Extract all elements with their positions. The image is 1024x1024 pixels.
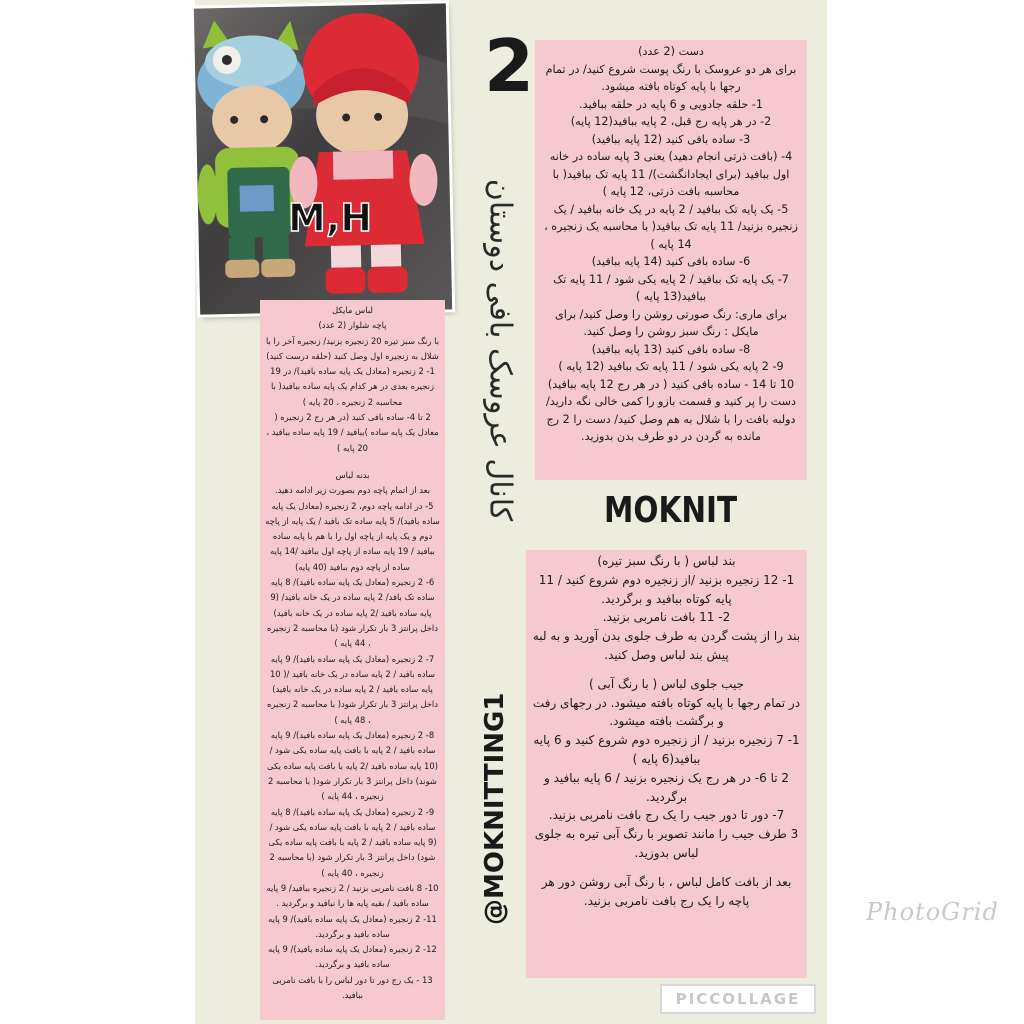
pocket-line: جیب جلوی لباس ( با رنگ آبی )	[589, 676, 744, 691]
arms-line: برای ماری: رنگ صورتی روشن را وصل کنید/ برای مایکل : رنگ سبز روشن را وصل کنید.	[554, 307, 788, 338]
photogrid-watermark: PhotoGrid	[866, 898, 999, 926]
michael-outfit-card	[260, 300, 445, 1020]
arms-line: برای هر دو عروسک با رنگ پوست شروع کنید/ در تمام رجها با پایه کوتاه بافته میشود.	[545, 62, 797, 93]
straps-line: بند را از پشت گردن به طرف جلوی بدن آورید و به لبه پیش بند لباس وصل کنید.	[532, 629, 801, 662]
arms-line: دست (2 عدد)	[638, 45, 704, 58]
arms-line: 3- ساده بافی کنید (12 پایه ببافید)	[591, 132, 751, 146]
michael-line: 11- 2 زنجیره (معادل یک پایه ساده بافید)/ 9 پایه ساده بافید و برگردید.	[268, 913, 437, 939]
straps-line: بند لباس ( با رنگ سبز تیره)	[597, 554, 736, 568]
dolls-photo	[194, 3, 452, 314]
channel-name-wrapper	[478, 150, 522, 550]
arms-instructions-card	[535, 40, 807, 480]
handle-wrapper	[470, 692, 520, 925]
spacer	[265, 456, 440, 468]
pocket-line: در تمام رجها با پایه کوتاه بافته میشود. در رجهای رفت و برگشت بافته میشود.	[532, 695, 801, 729]
finishing-line: بعد از بافت کامل لباس ، با رنگ آبی روشن دور هر پاچه را یک رج بافت نامربی بزنید.	[541, 874, 792, 908]
arms-line: 2- در هر پایه رج قبل، 2 پایه ببافید(12 پایه)	[570, 115, 772, 128]
straps-pocket-card	[526, 550, 807, 978]
michael-line: 12- 2 زنجیره (معادل یک پایه ساده بافید)/ 9 پایه ساده بافید و برگردید.	[268, 944, 437, 970]
michael-line: بدنه لباس	[335, 469, 370, 480]
arms-line: دست را پر کنید و قسمت بازو را کمی خالی نگه دارید/ دولبه بافت را با شلال به هم وصل کنید/ دست را 2 رج مانده به گردن در دو طرف بدن بدوزید.	[546, 395, 796, 443]
michael-line: با رنگ سبز تیره 20 زنجیره بزنید/ زنجیره آخر را با شلال به زنجیره اول وصل کنید (حلقه درست کنید)	[265, 335, 440, 361]
pocket-line: 1- 7 زنجیره بزنید / از زنجیره دوم شروع کنید و 6 پایه ببافید(6 پایه )	[533, 733, 800, 766]
arms-line: 5- یک پایه تک ببافید / 2 پایه در یک خانه ببافید / یک زنجیره بزنید/ 11 پایه تک ببافید( با محاسبه یک زنجیره ، 14 پایه )	[544, 202, 798, 251]
channel-name: کانال عروسک بافی دوستان	[482, 178, 518, 522]
pocket-line: 2 تا 6- در هر رج یک زنجیره بزنید / 6 پایه ببافید و برگردید.	[543, 770, 790, 804]
michael-line: 1- 2 زنجیره (معادل یک پایه ساده بافید)/ در 19 زنجیره بعدی در هر کدام یک پایه ساده ببافید( با محاسبه 2 زنجیره ، 20 پایه )	[270, 366, 435, 407]
mary-doll	[286, 12, 440, 295]
pocket-line: 7- دور تا دور جیب را یک رج بافت نامربی بزنید.	[548, 808, 785, 823]
michael-line: 2 تا 4- ساده بافی کنید (در هر رج 2 زنجیره ( معادل یک پایه ساده )ببافید / 19 پایه ساده ببافید ، 20 پایه )	[266, 412, 439, 453]
arms-line: 7- یک پایه تک ببافید / 2 پایه یکی شود / 11 پایه تک ببافید(13 پایه )	[553, 272, 789, 303]
michael-line: بعد از اتمام پاچه دوم بصورت زیر ادامه دهید.	[274, 485, 431, 496]
michael-line: 7- 2 زنجیره (معادل یک پایه ساده بافید)/ 9 پایه ساده بافید / 2 پایه ساده در یک خانه بافید /( 10 پایه ساده بافید / 2 پایه ساده در یک خانه بافید) داخل پرانتز 3 بار تکرار شود( با محاسبه 2 زنجیره ، 48 پایه )	[267, 653, 438, 725]
page-number: 2	[484, 24, 535, 108]
straps-line: 1- 12 زنجیره بزنید /از زنجیره دوم شروع کنید / 11 پایه کوتاه ببافید و برگردید.	[538, 572, 795, 606]
arms-line: 6- ساده بافی کنید (14 پایه ببافید)	[591, 255, 751, 268]
michael-line: 8- 2 زنجیره (معادل یک پایه ساده بافید)/ 9 پایه ساده بافید / 2 پایه با بافت پایه ساده یکی شود / (10 پایه ساده بافید /2 پایه با بافت پایه ساده یکی شوند) داخل پرانتز 3 بار تکرار شود( با محاسبه 2 زنجیره ، 44 پایه )	[267, 730, 438, 802]
social-handle: @MOKNITTING1	[480, 692, 510, 925]
michael-line: 5- در ادامه پاچه دوم، 2 زنجیره (معادل یک پایه ساده بافید)/ 5 پایه ساده تک بافید / یک پایه از پاچه دوم و یک پایه از پاچه اول را با هم با پایه ساده ببافید / 19 پایه ساده از پاچه اول ببافید /14 پایه ساده از پاچه دوم ببافید (40 پایه)	[265, 500, 440, 572]
arms-line: 9- 2 پایه یکی شود / 11 پایه تک ببافید (12 پایه )	[558, 360, 784, 373]
piccollage-watermark: PICCOLLAGE	[660, 984, 816, 1014]
spacer	[532, 863, 801, 873]
spacer	[532, 665, 801, 675]
michael-line: 6- 2 زنجیره (معادل یک پایه ساده بافید)/ 8 پایه ساده تک بافد/ 2 پایه ساده در یک خانه بافید/ (9 پایه ساده بافید /2 پایه ساده در یک خانه بافید) داخل پرانتز 3 بار تکرار شود (با محاسبه 2 زنجیره ، 44 پایه )	[267, 577, 438, 649]
brand-title: MOKNIT	[604, 490, 738, 531]
arms-line: 1- حلقه جادویی و 6 پایه در حلقه ببافید.	[579, 97, 763, 111]
michael-line: 10- 8 بافت نامربی بزنید / 2 زنجیره ببافید/ 9 پایه ساده بافید / بقیه پایه ها را نبافید و برگردید .	[266, 882, 439, 909]
michael-line: لباس مایکل	[332, 305, 373, 315]
michael-line: 13 - یک رج دور تا دور لباس را با بافت نامربی ببافید.	[272, 974, 433, 1001]
dolls-illustration	[194, 3, 452, 314]
michael-line: پاچه شلوار (2 عدد)	[318, 320, 387, 331]
photo-label: M,H	[288, 196, 373, 240]
michael-line: 9- 2 زنجیره (معادل یک پایه ساده بافید)/ 8 پایه ساده بافید / 2 پایه با بافت پایه ساده یکی شود / (9 پایه ساده بافید / 2 پایه با بافت پایه ساده یکی شود) داخل پرانتز 3 بار تکرار شود (با محاسبه 2 زنجیره ، 40 پایه )	[268, 806, 437, 878]
pocket-line: 3 طرف جیب را مانند تصویر با رنگ آبی تیره به جلوی لباس بدوزید.	[534, 827, 799, 860]
straps-line: 2- 11 بافت نامربی بزنید.	[602, 610, 731, 625]
arms-line: 10 تا 14 - ساده بافی کنید ( در هر رج 12 پایه ببافید)	[547, 377, 795, 391]
arms-line: 4- (بافت ذرتی انجام دهید) یعنی 3 پایه ساده در خانه اول ببافید (برای ایجادانگشت)/ 11 پایه تک ببافید( با محاسبه بافت ذرتی، 12 پایه )	[549, 150, 793, 198]
arms-line: 8- ساده بافی کنید (13 پایه ببافید)	[591, 342, 751, 356]
